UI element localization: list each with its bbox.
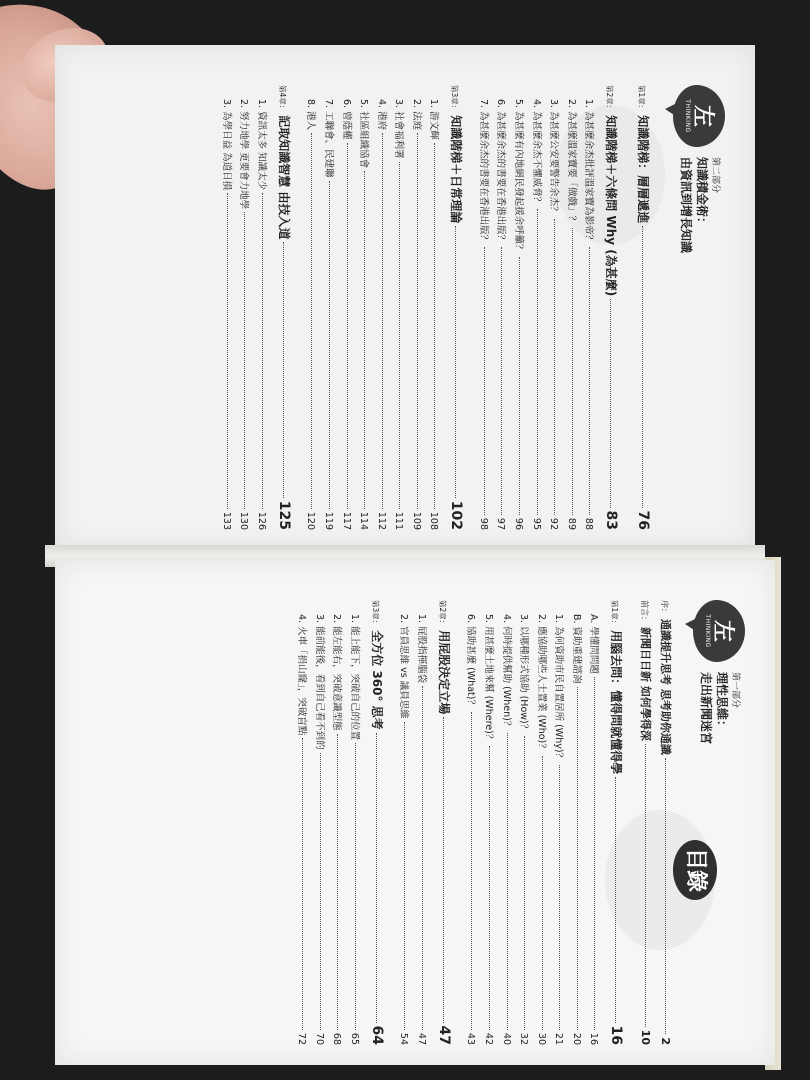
toc-entry-page: 20	[570, 1032, 582, 1045]
toc-entry-page: 97	[495, 517, 507, 530]
toc-entry-label: 5. 用甚麼土地來幫 (Where)？	[483, 614, 495, 744]
page-part2	[55, 45, 755, 550]
toc-entry	[462, 600, 480, 1045]
toc-entry-page: 54	[398, 1032, 410, 1045]
toc-leader-dots	[443, 717, 444, 1022]
toc-entry-page: 95	[530, 517, 542, 530]
toc-entry-page: 30	[535, 1032, 547, 1045]
toc-entry	[580, 85, 598, 530]
toc-entry-label: 1. 屁股指揮腦袋	[416, 614, 428, 684]
toc-leader-dots	[347, 143, 348, 509]
toc-entry-page: 76	[635, 510, 651, 530]
toc-leader-dots	[364, 171, 365, 509]
toc-leader-dots	[283, 242, 284, 497]
toc-entry	[235, 85, 253, 530]
toc-entry-prefix: 第1章：	[610, 600, 620, 628]
toc-entry-page: 125	[275, 500, 292, 530]
toc-entry	[390, 85, 408, 530]
toc-entry-page: 114	[358, 511, 370, 530]
toc-entry-label: 7. 工聯會、民建聯	[323, 99, 335, 178]
toc-entry-prefix: 前言：	[639, 600, 649, 624]
part2-title	[678, 157, 721, 253]
toc-leader-dots	[577, 687, 578, 1030]
toc-entry-page: 102	[448, 500, 465, 530]
toc-entry-label: 4. 火車「捐山窿」，突破盲點	[296, 614, 308, 736]
toc-entry	[425, 85, 443, 530]
toc-entry	[407, 85, 425, 530]
toc-entry-page: 109	[410, 511, 422, 530]
toc-entry-label: 6. 曾蔭權	[340, 99, 352, 140]
toc-entry-label: 3. 為甚麼公安要警告余杰？	[548, 99, 560, 216]
toc-entry-page: 88	[583, 517, 595, 530]
page-part1	[55, 560, 775, 1065]
toc-entry-page: 117	[340, 511, 352, 530]
toc-leader-dots	[642, 226, 643, 507]
bubble-glyph: 左	[710, 619, 736, 642]
toc-entry	[395, 600, 413, 1045]
toc-entry-prefix: 第2章：	[437, 600, 447, 628]
toc-entry-page: 96	[512, 517, 524, 530]
toc-leader-dots	[376, 733, 377, 1023]
toc-entry-label: 3. 以哪種形式協助 (How)？	[518, 614, 530, 734]
toc-entry-page: 64	[368, 1025, 385, 1045]
toc-entry	[302, 85, 320, 530]
toc-entry-label: 2. 應協助哪些人士置業 (Who)？	[535, 614, 547, 753]
toc-entry-page: 43	[465, 1032, 477, 1045]
toc-entry	[509, 85, 527, 530]
toc-entry-page: 47	[416, 1032, 428, 1045]
toc-leader-dots	[434, 143, 435, 509]
toc-leader-dots	[665, 758, 666, 1035]
toc-entry-page: 10	[638, 1029, 652, 1045]
toc-leader-dots	[471, 712, 472, 1030]
toc-leader-dots	[227, 193, 228, 509]
page-part1-content	[75, 600, 745, 1045]
toc-leader-dots	[501, 247, 502, 515]
toc-entry-label: 4. 為甚麼余杰不懼威脅？	[530, 99, 542, 207]
toc-part1	[293, 600, 675, 1045]
toc-leader-dots	[311, 133, 312, 509]
toc-leader-dots	[337, 734, 338, 1030]
toc-entry-page: 126	[256, 511, 267, 530]
toc-entry-label: 知識階梯：層層遞進	[636, 115, 650, 224]
toc-entry	[310, 600, 328, 1045]
toc-entry	[629, 85, 655, 530]
book-spread	[35, 45, 775, 1075]
toc-entry	[412, 600, 430, 1045]
toc-entry-label: 5. 社區組織協會	[358, 99, 370, 169]
toc-entry-label: 用腦去問：懂得問就懂得學	[609, 630, 624, 775]
toc-entry-prefix: 第2章：	[605, 85, 615, 113]
toc-leader-dots	[524, 736, 525, 1030]
toc-entry-page: 16	[608, 1025, 625, 1045]
toc-entry	[430, 600, 456, 1045]
toc-entry-label: 知識階梯＋六條問 Why (為甚麼)	[604, 115, 619, 297]
toc-leader-dots	[417, 133, 418, 509]
toc-entry-page: 133	[220, 511, 232, 530]
toc-entry-label: 1. 游文輝	[428, 99, 440, 140]
toc-entry	[270, 85, 296, 530]
toc-entry-page: 40	[500, 1032, 512, 1045]
toc-leader-dots	[399, 162, 400, 509]
toc-entry-page: 111	[393, 511, 405, 530]
toc-entry	[527, 85, 545, 530]
page-part2-content	[75, 85, 725, 530]
part2-title-line2: 由資訊到增長知識	[679, 157, 694, 254]
toc-entry-label: 6. 為甚麼余杰的書要在香港出版？	[495, 99, 507, 245]
toc-entry-prefix: 第3章：	[450, 85, 460, 113]
toc-entry	[585, 600, 603, 1045]
toc-entry-label: 1. 資訊太多 知識太少	[256, 99, 267, 191]
toc-entry-label: 新聞日日新 如何學得深	[638, 627, 652, 741]
toc-entry-label: 3. 能前能後，看到自己看不到的	[313, 614, 325, 750]
toc-leader-dots	[507, 733, 508, 1030]
toc-entry	[345, 600, 363, 1045]
part1-title-line1: 理性思維：	[714, 672, 729, 733]
part1-title-line2: 走出新聞迷宮	[699, 672, 714, 745]
toc-entry	[293, 600, 311, 1045]
toc-entry-label: 3. 社會福利署	[393, 99, 405, 159]
toc-entry-label: 1. 為甚麼余杰批評溫家寶為影帝？	[583, 99, 595, 245]
toc-entry-label: 5. 為甚麼有內地網民發起援余呼籲？	[512, 99, 524, 254]
toc-leader-dots	[589, 247, 590, 515]
toc-leader-dots	[519, 257, 520, 515]
toc-leader-dots	[559, 765, 560, 1030]
toc-entry-page: 70	[313, 1032, 325, 1045]
toc-entry	[479, 600, 497, 1045]
toc-entry-label: 通識提升思考 思考助你通識	[659, 619, 672, 755]
toc-entry	[515, 600, 533, 1045]
toc-leader-dots	[262, 193, 263, 509]
toc-leader-dots	[355, 743, 356, 1030]
toc-part2	[217, 85, 655, 530]
toc-entry-page: 21	[553, 1032, 565, 1045]
toc-leader-dots	[572, 228, 573, 515]
toc-entry-label: 2. 官員思維 vs 議員思維	[398, 614, 410, 719]
toc-entry-page: 65	[349, 1032, 361, 1045]
toc-entry	[319, 85, 337, 530]
thinking-bubble-icon	[673, 85, 725, 147]
part1-label: 第一部分	[730, 672, 741, 709]
toc-entry-label: 1. 為何資助市民自置居所 (Why)？	[553, 614, 565, 763]
toc-entry-page: 72	[296, 1032, 308, 1045]
bubble-glyph: 左	[690, 104, 716, 127]
toc-entry-prefix: 序：	[660, 600, 669, 616]
toc-entry	[567, 600, 585, 1045]
toc-entry-page: 83	[603, 510, 620, 530]
part2-title-line1: 知識積金術：	[694, 157, 709, 230]
toc-entry-label: 全方位 360° 思考	[369, 630, 384, 730]
toc-entry-page: 112	[375, 511, 387, 530]
toc-entry-label: 2. 為甚麼溫家寶要「做戲」？	[565, 99, 577, 226]
toc-entry	[474, 85, 492, 530]
toc-entry	[532, 600, 550, 1045]
toc-entry-page: 47	[435, 1025, 452, 1045]
toc-entry-page: 42	[483, 1032, 495, 1045]
toc-leader-dots	[615, 777, 616, 1022]
toc-entry	[602, 600, 628, 1045]
toc-leader-dots	[594, 677, 595, 1030]
toc-leader-dots	[489, 746, 490, 1030]
toc-leader-dots	[320, 753, 321, 1030]
toc-entry-page: 32	[518, 1032, 530, 1045]
mulu-heading: 目錄	[673, 840, 717, 900]
toc-entry-prefix: 第1章：	[637, 85, 646, 113]
toc-entry-label: 2. 能左能右，突破意識型態	[331, 614, 343, 731]
toc-leader-dots	[542, 756, 543, 1030]
toc-entry-label: 8. 港人	[305, 99, 317, 131]
toc-leader-dots	[484, 247, 485, 515]
toc-entry	[655, 600, 675, 1045]
toc-entry	[562, 85, 580, 530]
toc-entry-page: 92	[548, 517, 560, 530]
toc-entry-page: 108	[428, 511, 440, 530]
toc-entry-page: 130	[238, 511, 250, 530]
toc-entry-label: 用屁股決定立場	[436, 630, 451, 715]
toc-leader-dots	[554, 219, 555, 515]
toc-entry	[442, 85, 468, 530]
toc-entry	[372, 85, 390, 530]
thinking-bubble-icon	[693, 600, 745, 662]
part2-header	[673, 85, 725, 530]
toc-leader-dots	[537, 209, 538, 515]
toc-entry-page: 119	[323, 511, 335, 530]
toc-entry	[597, 85, 623, 530]
toc-entry-label: A. 學懂問問題	[588, 614, 600, 674]
toc-entry	[217, 85, 235, 530]
toc-leader-dots	[455, 226, 456, 497]
toc-leader-dots	[329, 181, 330, 509]
toc-entry-label: 記取知識智慧 由技入道	[276, 115, 291, 240]
bubble-caption: THINKING	[684, 99, 692, 133]
toc-entry-prefix: 第3章：	[370, 600, 380, 628]
toc-entry-label: 3. 為學日益 為道日損	[220, 99, 232, 191]
toc-leader-dots	[244, 212, 245, 509]
toc-leader-dots	[645, 744, 646, 1027]
toc-entry	[363, 600, 389, 1045]
toc-entry-page: 68	[331, 1032, 343, 1045]
toc-entry	[337, 85, 355, 530]
part2-label: 第二部分	[710, 157, 721, 194]
toc-entry-label: 知識階梯＋日常理論	[449, 115, 464, 224]
toc-entry-label: 1. 能上能下，突破自己的位置	[349, 614, 361, 741]
toc-entry	[328, 600, 346, 1045]
toc-entry	[545, 85, 563, 530]
toc-entry	[497, 600, 515, 1045]
toc-entry-label: 4. 港府	[375, 99, 387, 131]
toc-entry-label: 4. 何時提供幫助 (When)？	[500, 614, 512, 731]
toc-entry-prefix: 第4章：	[277, 85, 287, 113]
toc-entry-page: 2	[659, 1037, 672, 1045]
toc-leader-dots	[382, 133, 383, 509]
toc-entry-page: 16	[588, 1032, 600, 1045]
toc-entry-label: 7. 為甚麼余杰的書要在香港出版？	[477, 99, 489, 245]
part1-title	[698, 672, 741, 744]
toc-leader-dots	[422, 686, 423, 1030]
toc-leader-dots	[302, 738, 303, 1030]
toc-entry-label: B. 資助重建諮詢	[570, 614, 582, 684]
bubble-caption: THINKING	[704, 614, 712, 648]
toc-entry-label: 2. 法庭	[410, 99, 422, 131]
toc-entry-label: 6. 協助甚麼 (What)？	[465, 614, 477, 709]
toc-entry	[252, 85, 270, 530]
toc-leader-dots	[610, 299, 611, 507]
toc-entry-page: 89	[565, 517, 577, 530]
toc-entry-label: 2. 努力地學 更要會力地學	[238, 99, 250, 210]
toc-entry-page: 120	[305, 511, 317, 530]
part1-header	[693, 600, 745, 1045]
toc-entry	[550, 600, 568, 1045]
toc-entry-page: 98	[477, 517, 489, 530]
toc-leader-dots	[404, 722, 405, 1030]
toc-entry	[634, 600, 654, 1045]
toc-entry	[355, 85, 373, 530]
toc-entry	[492, 85, 510, 530]
